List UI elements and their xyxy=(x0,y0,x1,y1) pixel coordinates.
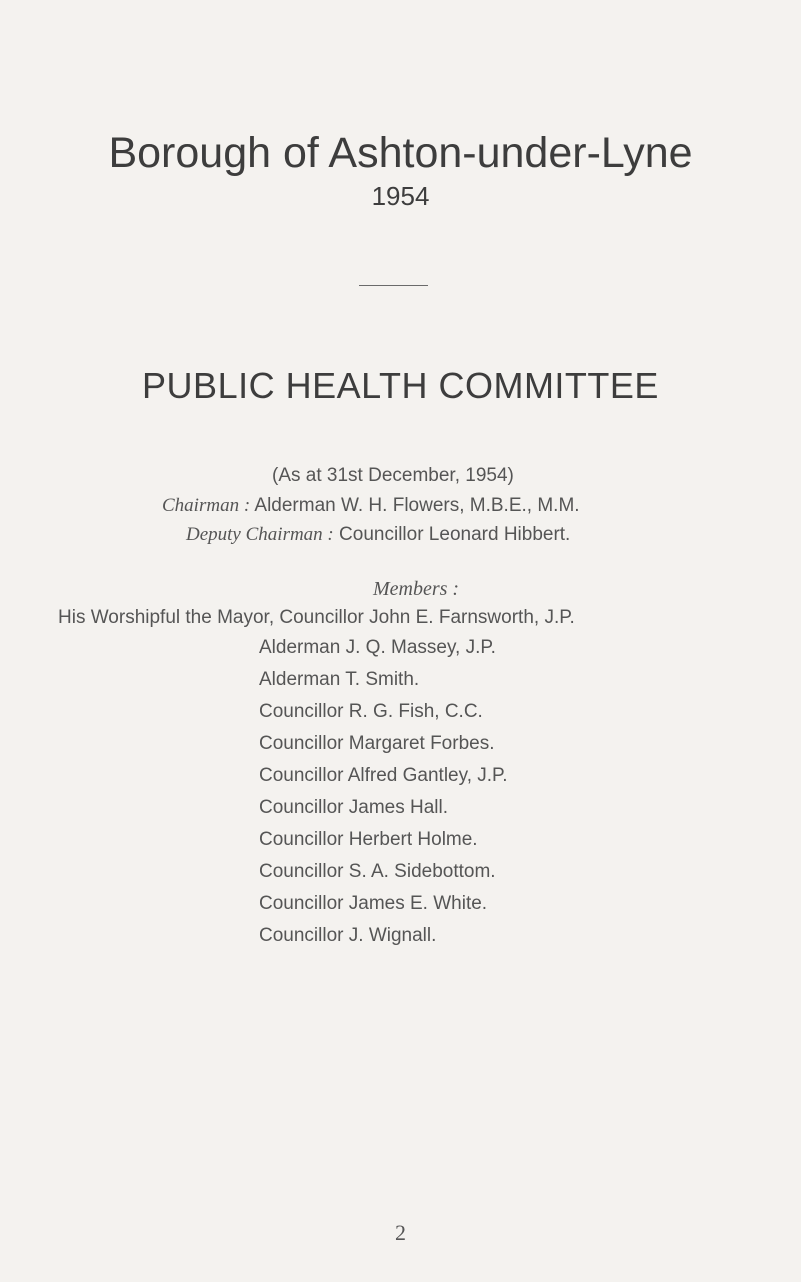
member-role: Councillor xyxy=(259,701,344,722)
member-item xyxy=(259,636,496,660)
member-role: Councillor xyxy=(259,925,344,946)
member-role: Councillor xyxy=(259,893,344,914)
member-item xyxy=(259,668,419,692)
member-role: Alderman xyxy=(259,669,341,690)
member-role: Councillor xyxy=(259,765,344,786)
chairman-line xyxy=(162,494,580,518)
member-name: James Hall. xyxy=(348,797,449,818)
as-at-date: (As at 31st December, 1954) xyxy=(272,465,514,486)
member-item xyxy=(259,764,508,788)
page-number: 2 xyxy=(395,1220,406,1245)
members-heading: Members : xyxy=(373,578,460,600)
member-item xyxy=(259,796,448,820)
member-name: R. G. Fish, C.C. xyxy=(348,701,483,722)
chairman-label: Chairman : xyxy=(162,495,251,516)
member-item xyxy=(259,732,495,756)
member-name: S. A. Sidebottom. xyxy=(348,861,496,882)
member-item xyxy=(259,700,483,724)
member-name: Margaret Forbes. xyxy=(348,733,495,754)
member-name: James E. White. xyxy=(348,893,488,914)
member-role: Councillor xyxy=(259,733,344,754)
member-item xyxy=(259,860,496,884)
year-heading: 1954 xyxy=(371,181,430,211)
chairman-name: Alderman W. H. Flowers, M.B.E., M.M. xyxy=(254,495,580,516)
member-role: Councillor xyxy=(259,797,344,818)
divider-rule xyxy=(359,285,428,286)
committee-title: PUBLIC HEALTH COMMITTEE xyxy=(142,365,659,406)
member-item xyxy=(259,924,436,948)
member-name: J. Q. Massey, J.P. xyxy=(345,637,496,658)
member-item xyxy=(259,892,487,916)
borough-title: Borough of Ashton-under-Lyne xyxy=(108,129,693,177)
member-name: Herbert Holme. xyxy=(348,829,478,850)
deputy-chairman-name: Councillor Leonard Hibbert. xyxy=(339,524,571,545)
member-role: Councillor xyxy=(259,829,344,850)
deputy-chairman-label: Deputy Chairman : xyxy=(186,524,334,545)
mayor-member: His Worshipful the Mayor, Councillor John E. Farnsworth, J.P. xyxy=(58,607,575,628)
member-name: Alfred Gantley, J.P. xyxy=(347,765,508,786)
member-name: J. Wignall. xyxy=(348,925,437,946)
member-item xyxy=(259,828,478,852)
deputy-chairman-line xyxy=(186,523,570,547)
member-name: T. Smith. xyxy=(345,669,420,690)
member-role: Councillor xyxy=(259,861,344,882)
member-role: Alderman xyxy=(259,637,341,658)
